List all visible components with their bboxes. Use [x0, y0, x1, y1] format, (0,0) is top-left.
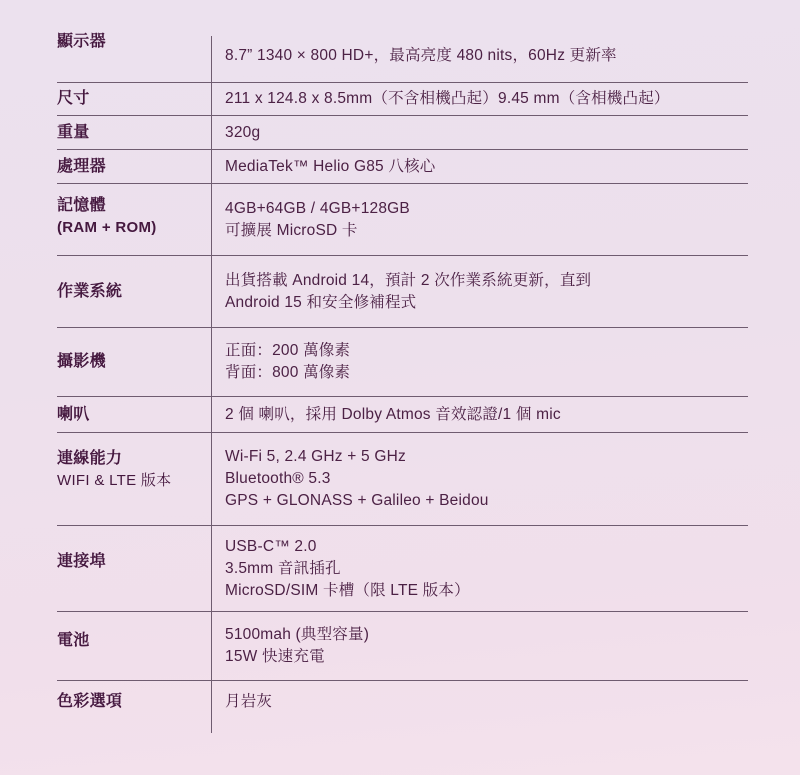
spec-row-processor: [57, 150, 748, 184]
spec-label: [57, 551, 211, 573]
spec-label-text: 處理器: [57, 157, 106, 175]
spec-value-line: 2 個 喇叭，採用 Dolby Atmos 音效認證/1 個 mic: [225, 405, 561, 423]
spec-value-line: 211 x 124.8 x 8.5mm（不含相機凸起）9.45 mm（含相機凸起）: [225, 90, 670, 107]
spec-value: [211, 156, 748, 178]
spec-value-line: 4GB+64GB / 4GB+128GB: [225, 199, 410, 217]
spec-label: [57, 630, 211, 652]
spec-label-text: 作業系統: [57, 282, 123, 300]
spec-value-line: GPS + GLONASS + Galileo + Beidou: [225, 492, 489, 509]
spec-label: [57, 88, 211, 110]
spec-value: [211, 624, 748, 668]
spec-value-line: 8.7” 1340 × 800 HD+，最高亮度 480 nits，60Hz 更新率: [225, 47, 617, 64]
spec-value: [211, 270, 748, 314]
spec-label-text: 色彩選項: [57, 693, 123, 710]
spec-label-text: 連接埠: [57, 552, 106, 570]
spec-value: [211, 446, 748, 512]
spec-label-text: 顯示器: [57, 33, 106, 50]
spec-value: [211, 122, 748, 144]
spec-row-dimensions: [57, 83, 748, 116]
spec-row-ports: [57, 526, 748, 612]
spec-row-speakers: [57, 397, 748, 433]
spec-value-line: MediaTek™ Helio G85 八核心: [225, 157, 436, 175]
spec-value-line: 15W 快速充電: [225, 648, 325, 665]
spec-value: [211, 691, 748, 713]
spec-value: [211, 404, 748, 426]
spec-label-text: 記憶體: [57, 196, 106, 214]
spec-value-line: Bluetooth® 5.3: [225, 470, 331, 487]
spec-row-color-options: [57, 681, 748, 729]
spec-row-memory: [57, 184, 748, 256]
spec-label-text: 電池: [57, 632, 90, 649]
spec-label: [57, 691, 211, 713]
spec-label: [57, 195, 211, 239]
spec-value-line: 出貨搭載 Android 14，預計 2 次作業系統更新，直到: [225, 271, 592, 289]
spec-row-os: [57, 256, 748, 328]
spec-label-text: 尺寸: [57, 90, 90, 107]
spec-row-weight: [57, 116, 748, 150]
spec-label-text: 攝影機: [57, 353, 106, 370]
spec-label-text: 喇叭: [57, 405, 90, 423]
spec-value-line: 可擴展 MicroSD 卡: [225, 221, 358, 239]
spec-row-battery: [57, 612, 748, 681]
spec-value-line: MicroSD/SIM 卡槽（限 LTE 版本）: [225, 581, 470, 599]
spec-label: [57, 281, 211, 303]
spec-label-text: 重量: [57, 123, 90, 141]
spec-label: [57, 404, 211, 426]
spec-value-line: 背面：800 萬像素: [225, 364, 351, 381]
spec-value-line: 5100mah (典型容量): [225, 626, 370, 643]
spec-label: [57, 156, 211, 178]
spec-sublabel: WIFI & LTE 版本: [57, 472, 172, 489]
spec-sublabel: (RAM + ROM): [57, 218, 157, 236]
spec-label: [57, 351, 211, 373]
spec-label: [57, 448, 211, 492]
spec-value-line: Wi-Fi 5, 2.4 GHz + 5 GHz: [225, 448, 406, 465]
spec-value-line: 320g: [225, 123, 261, 141]
spec-row-display: [57, 20, 748, 83]
spec-value: [211, 536, 748, 602]
spec-label: [57, 31, 211, 53]
spec-row-camera: [57, 328, 748, 397]
spec-value-line: 月岩灰: [225, 693, 273, 710]
spec-value-line: Android 15 和安全修補程式: [225, 293, 417, 311]
spec-value: [211, 198, 748, 242]
spec-value: [211, 45, 748, 67]
spec-value: [211, 88, 748, 110]
spec-label-text: 連線能力: [57, 450, 123, 467]
spec-value-line: USB-C™ 2.0: [225, 537, 317, 555]
spec-row-connectivity: [57, 433, 748, 526]
spec-label: [57, 122, 211, 144]
spec-value: [211, 340, 748, 384]
column-divider-line: [211, 36, 212, 733]
spec-value-line: 正面：200 萬像素: [225, 342, 351, 359]
spec-value-line: 3.5mm 音訊插孔: [225, 559, 341, 577]
